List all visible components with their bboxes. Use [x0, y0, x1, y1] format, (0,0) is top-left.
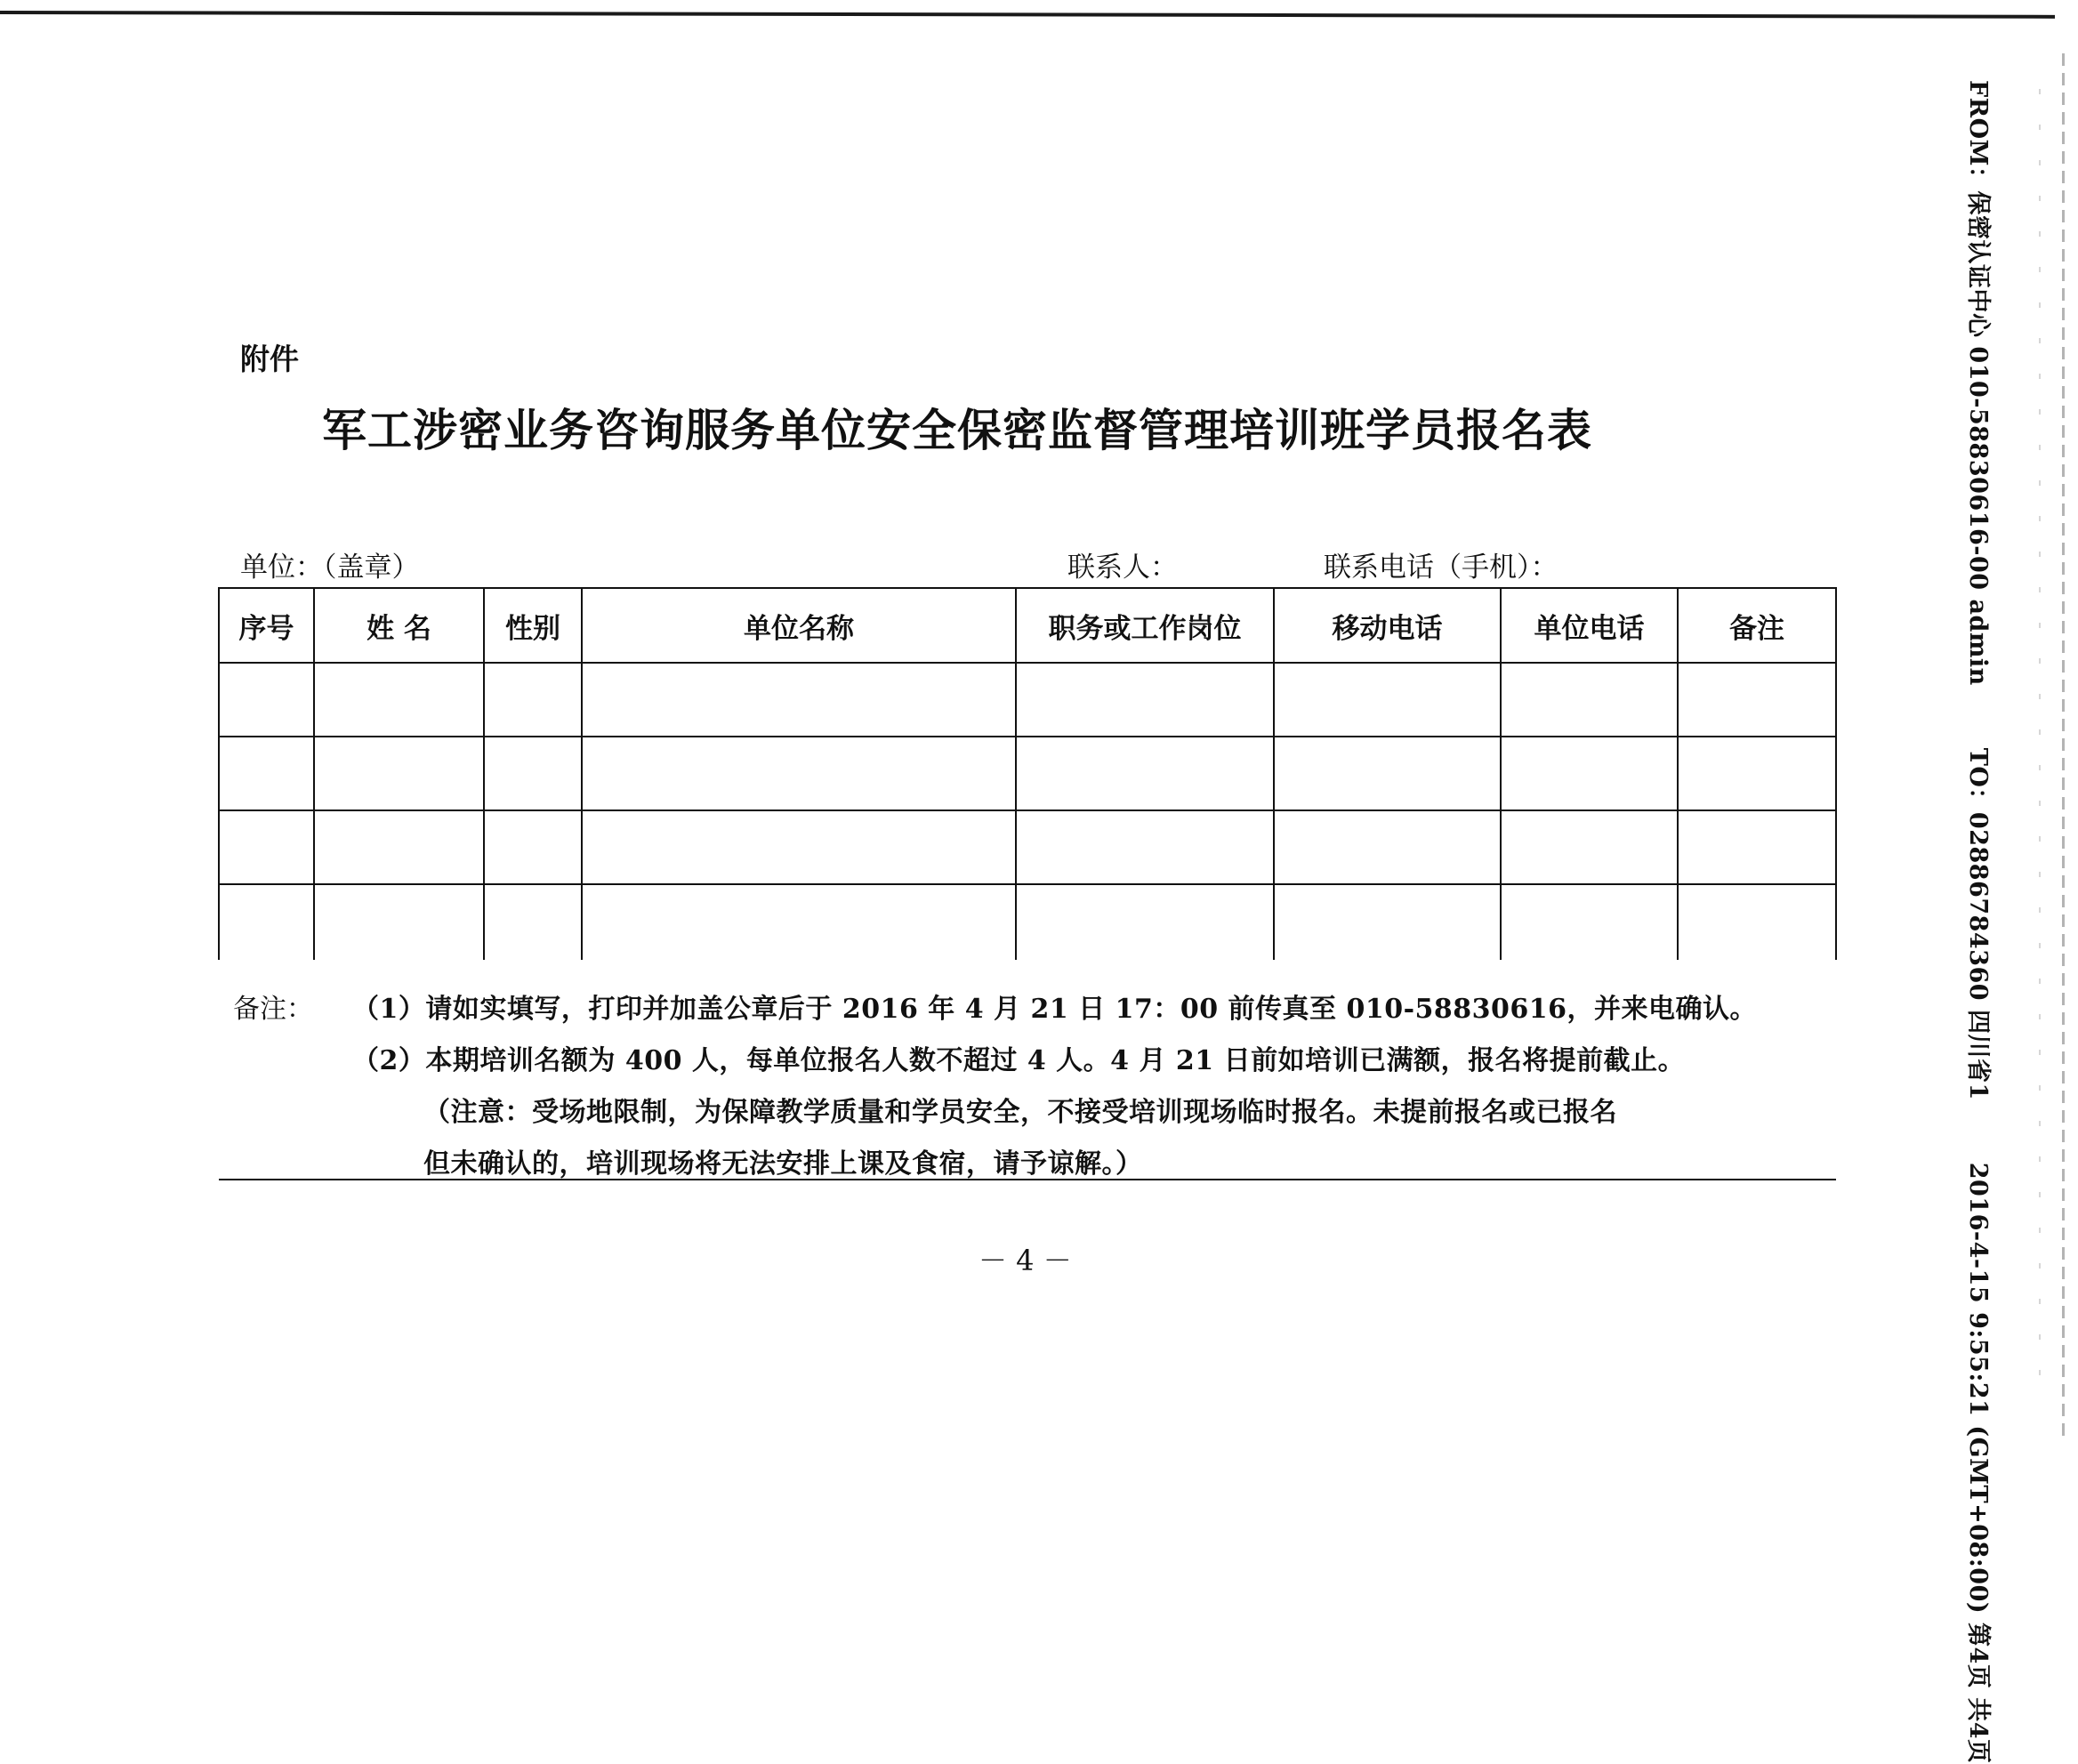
fax-timestamp: 2016-4-15 9:55:21 (GMT+08:00) 第4页 共4页: [1964, 1162, 1992, 1764]
table-cell: [219, 737, 314, 810]
notes-row: [219, 960, 1836, 1180]
table-cell: [1016, 810, 1274, 884]
header-office-phone: 单位电话: [1501, 588, 1678, 663]
notes-cell: [219, 960, 1836, 1180]
table-cell: [314, 663, 484, 737]
page-number: － 4 －: [979, 1244, 1072, 1277]
table-cell: [219, 884, 314, 960]
table-cell: [484, 663, 582, 737]
header-mobile-phone: 移动电话: [1274, 588, 1501, 663]
table-cell: [1016, 884, 1274, 960]
note-line-4: 但未确认的，培训现场将无法安排上课及食宿，请予谅解。）: [423, 1148, 1143, 1180]
fax-from: FROM：保密认证中心 010-58830616-00 admin: [1964, 80, 1992, 686]
header-gender: 性别: [484, 588, 582, 663]
table-cell: [484, 810, 582, 884]
document-title: 军工涉密业务咨询服务单位安全保密监督管理培训班学员报名表: [322, 404, 1592, 456]
unit-field-label: 单位：（盖章）: [240, 552, 420, 584]
table-cell: [484, 884, 582, 960]
table-cell: [1678, 810, 1836, 884]
table-cell: [1274, 737, 1501, 810]
header-remarks: 备注: [1678, 588, 1836, 663]
registration-table: [218, 587, 1837, 1180]
note-line-3: （注意：受场地限制，为保障教学质量和学员安全，不接受培训现场临时报名。未提前报名或已报名: [423, 1097, 1617, 1128]
scan-top-edge-line: [0, 11, 2055, 19]
phone-field-label: 联系电话（手机）：: [1324, 552, 1558, 584]
note-line-1: （1）请如实填写，打印并加盖公章后于 2016 年 4 月 21 日 17：00 前传真至 010-58830616，并来电确认。: [352, 994, 1758, 1025]
table-cell: [582, 810, 1016, 884]
table-cell: [484, 737, 582, 810]
table-cell: [582, 663, 1016, 737]
table-cell: [1274, 884, 1501, 960]
table-cell: [1274, 810, 1501, 884]
header-name: 姓 名: [314, 588, 484, 663]
header-serial-number: 序号: [219, 588, 314, 663]
table-cell: [1501, 884, 1678, 960]
notes-label: 备注：: [233, 994, 313, 1025]
table-cell: [582, 884, 1016, 960]
scan-right-edge-marks: [2062, 53, 2065, 1441]
table-cell: [1274, 663, 1501, 737]
header-position: 职务或工作岗位: [1016, 588, 1274, 663]
table-cell: [314, 737, 484, 810]
attachment-label: 附件: [240, 342, 299, 376]
table-cell: [314, 810, 484, 884]
table-cell: [1678, 884, 1836, 960]
table-row: [219, 884, 1836, 960]
fax-to: TO：02886784360 四川省1: [1964, 747, 1992, 1100]
table-cell: [1501, 663, 1678, 737]
table-cell: [1501, 737, 1678, 810]
note-line-2: （2）本期培训名额为 400 人，每单位报名人数不超过 4 人。4 月 21 日前如培训已满额，报名将提前截止。: [352, 1045, 1686, 1076]
table-cell: [1678, 737, 1836, 810]
scan-right-edge-dots: [2039, 89, 2041, 1406]
registration-table-wrapper: [218, 587, 1835, 1180]
table-cell: [1678, 663, 1836, 737]
contact-field-label: 联系人：: [1067, 552, 1178, 584]
table-cell: [1016, 663, 1274, 737]
table-cell: [219, 663, 314, 737]
table-cell: [582, 737, 1016, 810]
table-cell: [314, 884, 484, 960]
fax-transmission-header: [1963, 80, 1998, 1764]
table-row: [219, 663, 1836, 737]
header-unit-name: 单位名称: [582, 588, 1016, 663]
table-cell: [1501, 810, 1678, 884]
table-header-row: [219, 588, 1836, 663]
table-cell: [219, 810, 314, 884]
table-cell: [1016, 737, 1274, 810]
table-row: [219, 810, 1836, 884]
table-row: [219, 737, 1836, 810]
